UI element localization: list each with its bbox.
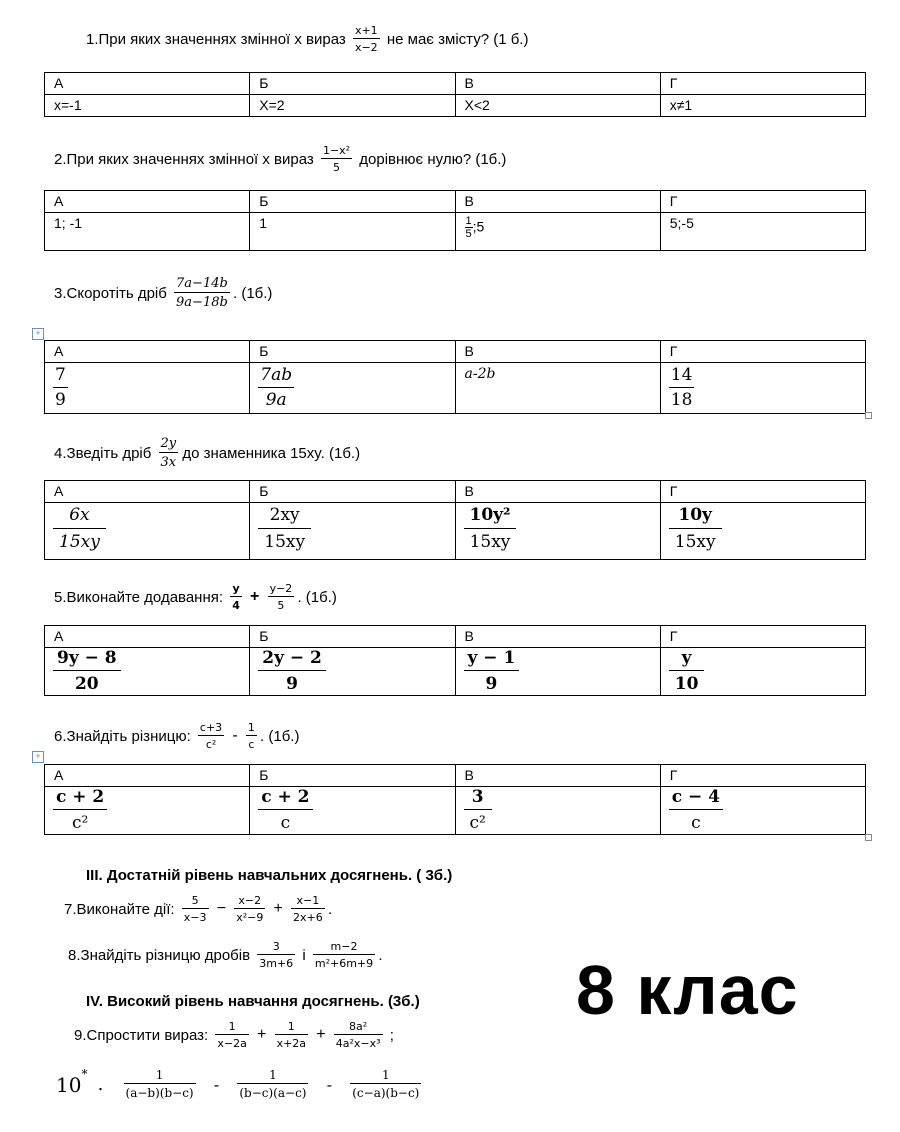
- q5-answer-b[interactable]: $\frac{2y - 2}{9}$: [250, 648, 455, 696]
- q3-answer-table: А Б В Г $\frac{7}{9}$ $\frac{7ab}{9a}$ a-2b $\frac{14}{18}$: [44, 340, 866, 414]
- q2-answer-table: А Б В Г 1; -1 1 $\frac{1}{5}$ ;5 5;-5: [44, 190, 866, 251]
- q1-answer-d[interactable]: x≠1: [660, 95, 865, 117]
- q4-fraction: $\frac{2y}{3x}$: [160, 436, 177, 471]
- q1-answer-a[interactable]: x=-1: [45, 95, 250, 117]
- q1-answer-c[interactable]: X<2: [455, 95, 660, 117]
- question-3: 3.Скоротіть дріб $\frac{7a-14b}{9a-18b}$ . (1б.): [54, 276, 273, 311]
- question-10: 10* . $\frac{1}{(a-b)(b-c)}$ - $\frac{1}{(b-c)(a-c)}$ - $\frac{1}{(c-a)(b-c)}$: [56, 1067, 420, 1100]
- question-1: 1.При яких значеннях змінної х вираз $\frac{x+1}{x-2}$ не має змісту? (1 б.): [86, 24, 529, 54]
- q5-answer-table: А Б В Г $\frac{9y - 8}{20}$ $\frac{2y - 2}{9}$ $\frac{y - 1}{9}$ $\frac{y}{10}$: [44, 625, 866, 696]
- q3-answer-d[interactable]: $\frac{14}{18}$: [660, 363, 865, 414]
- table-move-handle-icon[interactable]: +: [32, 328, 44, 340]
- question-4: 4.Зведіть дріб $\frac{2y}{3x}$ до знаменника 15xy. (1б.): [54, 436, 361, 471]
- question-9: 9.Спростити вираз: $\frac{1}{x-2a}$ + $\frac{1}{x+2a}$ + $\frac{\text{8a²}}{\text{4a²x−x³}}$ ;: [74, 1020, 394, 1050]
- q3-answer-b[interactable]: $\frac{7ab}{9a}$: [250, 363, 455, 414]
- q6-answer-c[interactable]: $\frac{3}{\text{c²}}$: [455, 787, 660, 835]
- q5-answer-d[interactable]: $\frac{y}{10}$: [660, 648, 865, 696]
- q6-answer-b[interactable]: $\frac{c + 2}{c}$: [250, 787, 455, 835]
- q6-answer-d[interactable]: $\frac{c - 4}{c}$: [660, 787, 865, 835]
- q2-answer-b[interactable]: 1: [250, 213, 455, 251]
- q2-fraction: $\frac{\text{1−x²}}{5}$: [322, 144, 351, 174]
- grade-title: 8 клас: [576, 951, 799, 1029]
- section-3-heading: III. Достатній рівень навчальних досягнень. ( 3б.): [86, 867, 453, 884]
- q1-answer-b[interactable]: X=2: [250, 95, 455, 117]
- q2-answer-d[interactable]: 5;-5: [660, 213, 865, 251]
- q1-answer-table: А Б В Г x=-1 X=2 X<2 x≠1: [44, 72, 866, 117]
- q1-fraction: $\frac{x+1}{x-2}$: [354, 24, 378, 54]
- question-2: 2.При яких значеннях змінної х вираз $\frac{\text{1−x²}}{5}$ дорівнює нулю? (1б.): [54, 144, 507, 174]
- table-move-handle-icon-2[interactable]: +: [32, 751, 44, 763]
- q5-answer-a[interactable]: $\frac{9y - 8}{20}$: [45, 648, 250, 696]
- table-resize-handle-2[interactable]: [865, 834, 872, 841]
- q4-answer-c[interactable]: $\frac{\text{10y²}}{15xy}$: [455, 503, 660, 560]
- section-4-heading: IV. Високий рівень навчання досягнень. (3б.): [86, 993, 420, 1010]
- q4-answer-a[interactable]: $\frac{6x}{15xy}$: [45, 503, 250, 560]
- q2-answer-a[interactable]: 1; -1: [45, 213, 250, 251]
- q4-answer-b[interactable]: $\frac{2xy}{15xy}$: [250, 503, 455, 560]
- table-resize-handle[interactable]: [865, 412, 872, 419]
- question-7: 7.Виконайте дії: $\frac{5}{x-3}$ − $\frac{x-2}{\text{x²−9}}$ + $\frac{x-1}{2x+6}$ .: [64, 894, 333, 924]
- q4-answer-table: А Б В Г $\frac{6x}{15xy}$ $\frac{2xy}{15xy}$ $\frac{\text{10y²}}{15xy}$ $\frac{10y}{15xy}$: [44, 480, 866, 560]
- q6-answer-a[interactable]: $\frac{c + 2}{\text{c²}}$: [45, 787, 250, 835]
- q5-answer-c[interactable]: $\frac{y - 1}{9}$: [455, 648, 660, 696]
- question-6: 6.Знайдіть різницю: $\frac{c+3}{\text{c²}}$ - $\frac{1}{c}$ . (1б.): [54, 721, 300, 751]
- q3-answer-c[interactable]: a-2b: [455, 363, 660, 414]
- q6-answer-table: А Б В Г $\frac{c + 2}{\text{c²}}$ $\frac{c + 2}{c}$ $\frac{3}{\text{c²}}$ $\frac{c - 4}{c}$: [44, 764, 866, 835]
- q3-answer-a[interactable]: $\frac{7}{9}$: [45, 363, 250, 414]
- question-5: 5.Виконайте додавання: $\frac{y}{4}$ + $\frac{y-2}{5}$ . (1б.): [54, 582, 337, 612]
- q4-answer-d[interactable]: $\frac{10y}{15xy}$: [660, 503, 865, 560]
- question-8: 8.Знайдіть різницю дробів $\frac{3}{3m+6}$ і $\frac{m-2}{\text{m²+6m+9}}$ .: [68, 940, 383, 970]
- q2-answer-c[interactable]: $\frac{1}{5}$ ;5: [455, 213, 660, 251]
- q3-fraction: $\frac{7a-14b}{9a-18b}$: [176, 276, 228, 311]
